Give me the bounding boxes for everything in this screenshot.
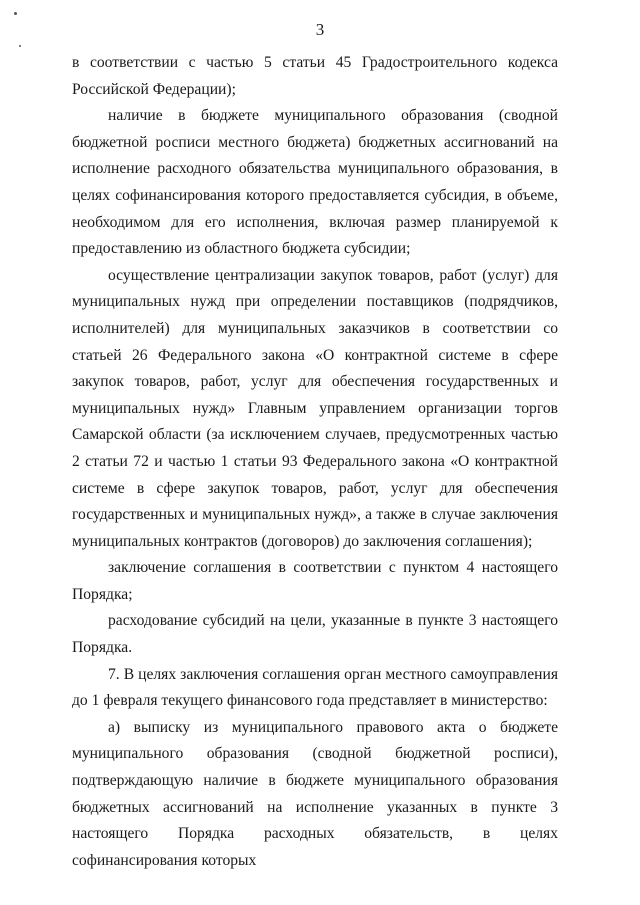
paragraph: осуществление централизации закупок товаров, работ (услуг) для муниципальных нужд при определении поставщиков (подрядчиков, исполнителей) для муниципальных заказчиков в соответствии со статьей 26 Федерального закона «О контрактной системе в сфере закупок товаров, работ, услуг для обеспечения государственных и муниципальных нужд» Главным управлением организации торгов Самарской области (за исключением случаев, предусмотренных частью 2 статьи 72 и частью 1 статьи 93 Федерального закона «О контрактной системе в сфере закупок товаров, работ, услуг для обеспечения государственных и муниципальных нужд», а также в случае заключения муниципальных контрактов (договоров) до заключения соглашения); <box>72 266 558 550</box>
paragraph: наличие в бюджете муниципального образования (сводной бюджетной росписи местного бюджета) бюджетных ассигнований на исполнение расходного обязательства муниципального образования, в целях софинансирования которого предоставляется субсидия, в объеме, необходимом для его исполнения, включая размер планируемой к предоставлению из областного бюджета субсидии; <box>72 107 558 258</box>
paragraph: расходование субсидий на цели, указанные в пункте 3 настоящего Порядка. <box>72 612 558 657</box>
document-body <box>72 50 558 874</box>
paragraph: а) выписку из муниципального правового акта о бюджете муниципального образования (сводной бюджетной росписи), подтверждающую наличие в бюджете муниципального образования бюджетных ассигнований на исполнение указанных в пункте 3 настоящего Порядка расходных обязательств, в целях софинансирования которых <box>72 718 558 869</box>
paragraph: заключение соглашения в соответствии с пунктом 4 настоящего Порядка; <box>72 559 558 603</box>
scan-speck <box>14 12 17 15</box>
scan-speck <box>19 45 21 47</box>
paragraph: 7. В целях заключения соглашения орган местного самоуправления до 1 февраля текущего финансового года представляет в министерство: <box>72 665 558 710</box>
paragraph: в соответствии с частью 5 статьи 45 Градостроительного кодекса Российской Федерации); <box>72 54 558 98</box>
page-number: 3 <box>315 20 325 39</box>
